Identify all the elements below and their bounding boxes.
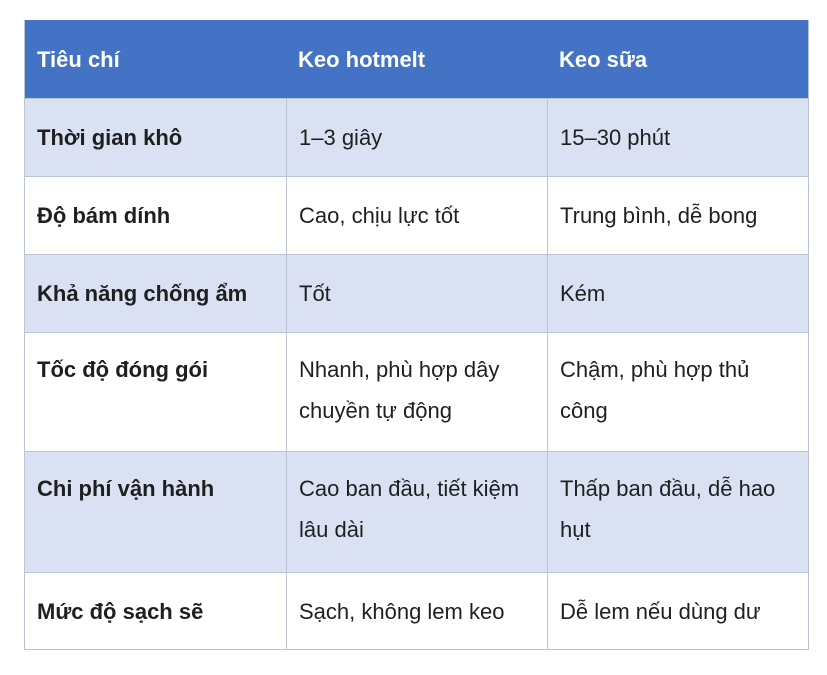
row-milk-value: Thấp ban đầu, dễ hao hụt: [547, 452, 808, 572]
table-row: [25, 98, 808, 176]
row-hotmelt-value: Tốt: [286, 255, 547, 332]
comparison-table: [24, 20, 809, 650]
table-row: [25, 176, 808, 254]
row-milk-value: 15–30 phút: [547, 99, 808, 176]
row-hotmelt-value: 1–3 giây: [286, 99, 547, 176]
row-milk-value: Kém: [547, 255, 808, 332]
table-row: [25, 572, 808, 649]
table-row: [25, 332, 808, 451]
row-milk-value: Chậm, phù hợp thủ công: [547, 333, 808, 451]
table-header-row: [25, 20, 808, 98]
row-criterion: Thời gian khô: [37, 125, 183, 150]
row-criterion: Độ bám dính: [37, 203, 171, 228]
row-criterion: Tốc độ đóng gói: [37, 357, 209, 382]
row-hotmelt-value: Cao ban đầu, tiết kiệm lâu dài: [286, 452, 547, 572]
header-hotmelt: Keo hotmelt: [298, 46, 426, 72]
header-milk-glue: Keo sữa: [559, 46, 648, 72]
row-hotmelt-value: Cao, chịu lực tốt: [286, 177, 547, 254]
table-row: [25, 254, 808, 332]
row-criterion: Khả năng chống ẩm: [37, 281, 248, 306]
row-milk-value: Dễ lem nếu dùng dư: [547, 573, 808, 649]
row-milk-value: Trung bình, dễ bong: [547, 177, 808, 254]
row-hotmelt-value: Sạch, không lem keo: [286, 573, 547, 649]
header-criterion: Tiêu chí: [37, 46, 120, 72]
row-hotmelt-value: Nhanh, phù hợp dây chuyền tự động: [286, 333, 547, 451]
row-criterion: Chi phí vận hành: [37, 476, 215, 501]
table-row: [25, 451, 808, 572]
row-criterion: Mức độ sạch sẽ: [37, 598, 204, 624]
